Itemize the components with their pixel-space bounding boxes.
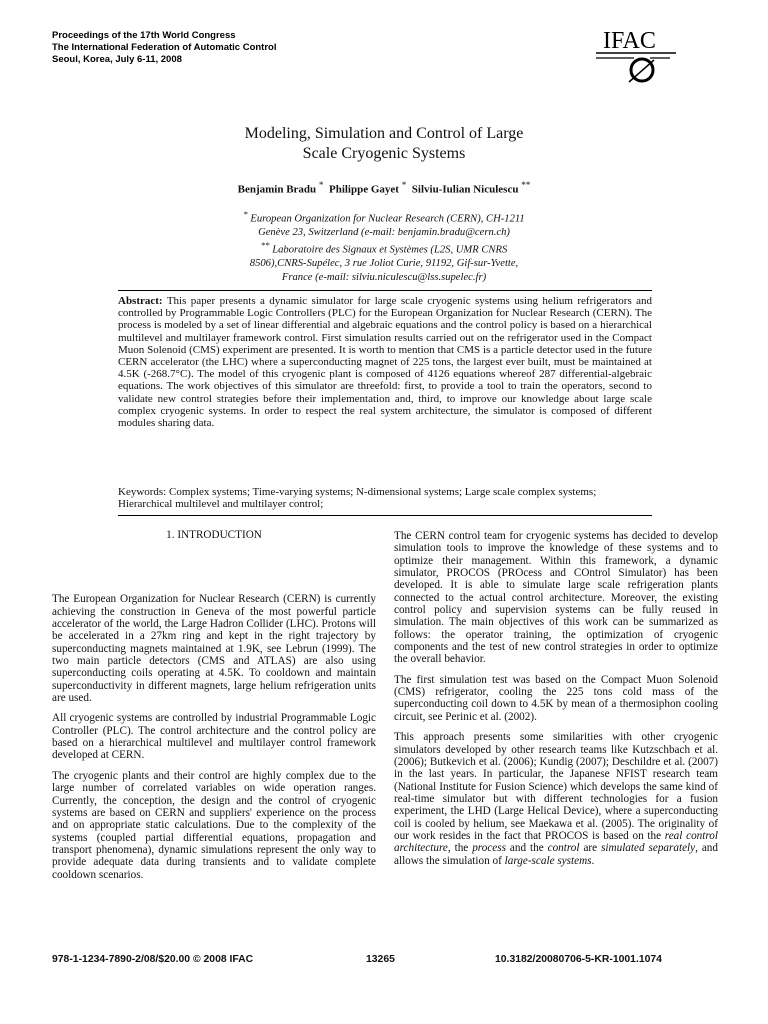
right-paragraph-2: The first simulation test was based on the Compact Muon Solenoid (CMS) refrigerator, cooling the 225 tons cold mass of the superconducting coil down to 4.5K by mean of a thermosiphon cooling circuit, see Perinic et al. (2002). bbox=[394, 673, 718, 723]
header-line-2: The International Federation of Automatic Control bbox=[52, 42, 277, 53]
ifac-logo bbox=[596, 24, 676, 86]
author-1-mark: * bbox=[318, 180, 324, 190]
left-column bbox=[52, 529, 376, 889]
abstract-label: Abstract: bbox=[118, 295, 163, 307]
affiliation-line-2: Genève 23, Switzerland (e-mail: benjamin.bradu@cern.ch) bbox=[258, 226, 510, 238]
intro-paragraph-2: All cryogenic systems are controlled by industrial Programmable Logic Controller (PLC). The control architecture and the control policy are based on a hierarchical multilevel and multilayer control framework developed at CERN. bbox=[52, 712, 376, 762]
section-heading-introduction: 1. INTRODUCTION bbox=[166, 529, 262, 541]
affiliation-2-mark: ** bbox=[260, 240, 270, 251]
footer-page-number: 13265 bbox=[366, 954, 395, 965]
abstract bbox=[118, 295, 652, 429]
footer-isbn: 978-1-1234-7890-2/08/$20.00 © 2008 IFAC bbox=[52, 954, 254, 965]
right-paragraph-3: This approach presents some similarities with other cryogenic simulators developed by other research teams like Kutzschbach et al. (2006); Butkevich et al. (2006); Kundig (2007); Deschildre et al. (2007) in the last years. In particular, the Japanese NFIST research team (National Institute for Fusion Science) which develops the same kind of real-time simulator but with different technologies for a fusion experiment, the LHD (Large Helical Device), where a superconducting coil is cooled by helium, see Maekawa et al. (2005). The originality of our work resides in the fact that PROCOS is based on the real control architecture, the process and the control are simulated separately, and allows the simulation of large-scale systems. bbox=[394, 731, 719, 867]
title-line-1: Modeling, Simulation and Control of Large bbox=[244, 125, 524, 142]
author-3-mark: ** bbox=[521, 180, 531, 190]
right-paragraph-1: The CERN control team for cryogenic systems has decided to develop simulation tools to improve the knowledge of these systems and to optimize their management. Within this framework, a dynamic simulator, PROCOS (PROcess and COntrol Simulator) has been developed. It is able to simulate large scale refrigeration plants connected to the actual control architecture. Moreover, the existing control policy and supervision systems can be fully reused in simulation. The main objectives of this work can be summarized as follows: the operator training, the optimization of cryogenic components and the test of new control strategies in order to optimize the overall behavior. bbox=[394, 530, 718, 666]
affiliation-1-mark: * bbox=[243, 209, 248, 219]
keywords: Keywords: Complex systems; Time-varying systems; N-dimensional systems; Large scale complex systems; Hierarchical multilevel and multilayer control; bbox=[118, 486, 597, 511]
abstract-bottom-rule bbox=[118, 515, 652, 516]
author-list bbox=[100, 180, 668, 196]
intro-paragraph-1: The European Organization for Nuclear Research (CERN) is currently achieving the construction in Geneva of the most powerful particle accelerator of the world, the Large Hadron Collider (LHC). Protons will be accelerated in a 27km ring and kept in the right trajectory by superconducting magnets maintained at 1.9K, see Lebrun (1999). The two main particle detectors (CMS and ATLAS) are also using superconducting coils operating at 4.5K. To cooldown and maintain superconductivity in different magnets, large helium refrigeration units are used. bbox=[52, 593, 376, 705]
ifac-logo-text: IFAC bbox=[603, 28, 656, 54]
author-2: Philippe Gayet bbox=[328, 183, 399, 196]
author-3: Silviu-Iulian Niculescu bbox=[411, 183, 519, 196]
affiliation-line-5: France (e-mail: silviu.niculescu@lss.supelec.fr) bbox=[281, 271, 487, 283]
intro-paragraph-3: The cryogenic plants and their control are highly complex due to the large number of correlated variables on wide operation ranges. Currently, the conception, the design and the control of cryogenic systems are based on CERN and suppliers' experience on the process and on appropriate static calculations. Due to the complexity of the systems (coupled partial differential equations, propagation and transport phenomena), dynamic simulations represent the only way to provide adequate data during transients and to validate complete cooldown scenarios. bbox=[52, 769, 376, 881]
affiliation-line-3: Laboratoire des Signaux et Systèmes (L2S, UMR CNRS bbox=[272, 244, 508, 256]
right-column bbox=[394, 530, 718, 875]
abstract-text: This paper presents a dynamic simulator for large scale cryogenic systems using helium refrigerators and controlled by Programmable Logic Controllers (PLC) for the European Organization for Nuclear Research (CERN). The process is modeled by a set of linear differential and algebraic equations and the control policy is based on a hierarchical multilevel and multilayer framework control. First simulation results carried out on the refrigerator used in the Compact Muon Solenoid (CMS) experiment are presented. It is worth to mention that CMS is a particle detector used in the future CERN accelerator (the LHC) where a superconducting magnet of 225 tons, the largest ever built, must be maintained at 4.5K (-268.7°C). The model of this cryogenic plant is composed of 4126 equations whereof 287 differential-algebraic equations. The work objectives of this simulator are threefold: first, to provide a tool to train the operators, second to validate new control strategies before their implementation and, third, to improve our knowledge about large scale complex cryogenic systems. In order to respect the real system architecture, the simulator is composed of different modules sharing data. bbox=[118, 295, 653, 430]
paper-title bbox=[100, 124, 668, 164]
footer-doi: 10.3182/20080706-5-KR-1001.1074 bbox=[495, 954, 662, 965]
affiliations bbox=[190, 208, 578, 284]
author-2-mark: * bbox=[401, 180, 407, 190]
title-line-2: Scale Cryogenic Systems bbox=[302, 145, 466, 162]
author-1: Benjamin Bradu bbox=[237, 183, 317, 196]
header-line-1: Proceedings of the 17th World Congress bbox=[52, 30, 236, 41]
affiliation-line-4: 8506),CNRS-Supélec, 3 rue Joliot Curie, 91192, Gif-sur-Yvette, bbox=[249, 258, 519, 270]
affiliation-line-1: European Organization for Nuclear Research (CERN), CH-1211 bbox=[250, 213, 525, 225]
header-line-3: Seoul, Korea, July 6-11, 2008 bbox=[52, 54, 182, 65]
proceedings-header bbox=[52, 30, 276, 66]
abstract-top-rule bbox=[118, 290, 652, 291]
